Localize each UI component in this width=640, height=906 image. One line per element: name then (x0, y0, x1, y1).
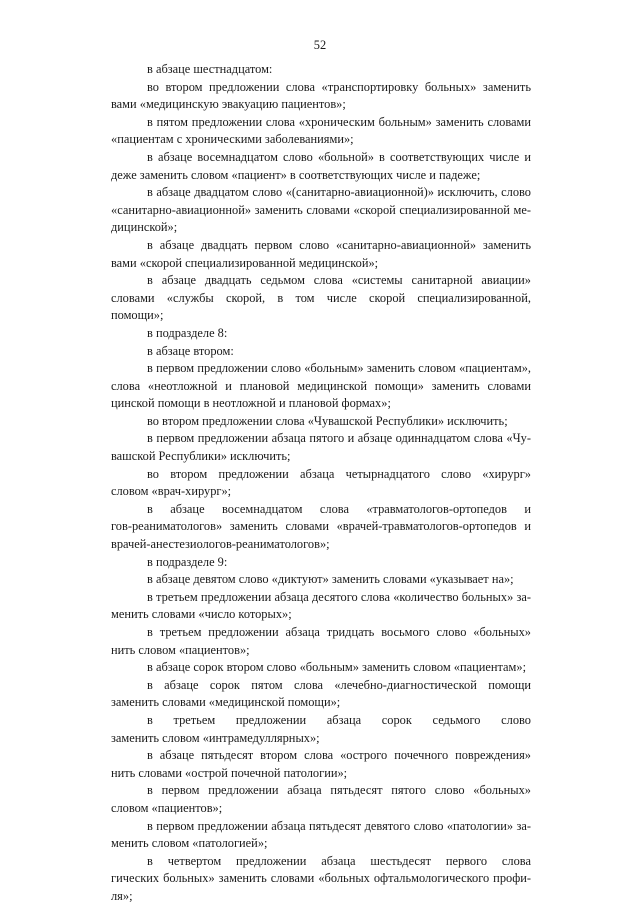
text-line: словом «пациентов»; (111, 800, 223, 815)
text-line: нить словами «острой почечной патологии»; (111, 765, 348, 780)
text-line: ля»; (111, 888, 133, 903)
text-line: нить словом «пациентов»; (111, 642, 250, 657)
text-line: во втором предложении абзаца четырнадцатого слово «хирург» (147, 466, 531, 481)
text-line: словами «службы скорой, в том числе скорой специализированной, (111, 290, 531, 305)
document-body (111, 61, 531, 906)
text-line: вами «скорой специализированной медицинской»; (111, 255, 379, 270)
text-line: дицинской»; (111, 220, 178, 235)
text-line: гических больных» заменить словами «больных офтальмологического профи- (111, 871, 531, 886)
text-line: заменить словом «интрамедуллярных»; (111, 730, 320, 745)
text-line: слова «неотложной и плановой медицинской помощи» заменить словами (111, 378, 531, 393)
text-line: в абзаце двадцатом слово «(санитарно-авиационной)» исключить, слово (147, 185, 531, 200)
text-line: в подразделе 9: (147, 554, 228, 569)
text-line: в подразделе 8: (147, 325, 228, 340)
text-line: заменить словами «медицинской помощи»; (111, 695, 341, 710)
text-line: в абзаце пятьдесят втором слова «острого почечного повреждения» (147, 748, 531, 763)
text-line: во втором предложении слова «транспортировку больных» заменить (147, 79, 531, 94)
text-line: в абзаце сорок втором слово «больным» заменить словом «пациентам»; (147, 660, 527, 675)
text-line: вами «медицинскую эвакуацию пациентов»; (111, 97, 346, 112)
text-line: «санитарно-авиационной» заменить словами «скорой специализированной ме- (111, 202, 531, 217)
text-line: в первом предложении абзаца пятьдесят девятого слово «патологии» за- (147, 818, 531, 833)
text-line: в абзаце сорок пятом слова «лечебно-диагностической помощи (147, 677, 531, 692)
text-line: вашской Республики» исключить; (111, 449, 291, 464)
text-line: в первом предложении слово «больным» заменить словом «пациентам», (147, 361, 531, 376)
text-line: гов-реаниматологов» заменить словами «врачей-травматологов-ортопедов и (111, 519, 531, 534)
text-line: в абзаце девятом слово «диктуют» заменить словами «указывает на»; (147, 572, 514, 587)
text-line: деже заменить словом «пациент» в соответствующих числе и падеже; (111, 167, 481, 182)
text-line: в пятом предложении слова «хроническим больным» заменить словами (147, 114, 531, 129)
text-line: «пациентам с хроническими заболеваниями»; (111, 132, 354, 147)
text-line: в четвертом предложении абзаца шестьдесят первого слова (147, 853, 531, 868)
text-line: в абзаце двадцать седьмом слова «системы санитарной авиации» (147, 273, 531, 288)
text-line: цинской помощи в неотложной и плановой формах»; (111, 396, 391, 411)
page-number: 52 (313, 38, 327, 52)
text-line: во втором предложении слова «Чувашской Республики» исключить; (147, 413, 508, 428)
text-line: словом «врач-хирург»; (111, 484, 232, 499)
text-line: в первом предложении абзаца пятьдесят пятого слово «больных» (147, 783, 531, 798)
text-line: врачей-анестезиологов-реаниматологов»; (111, 537, 330, 552)
text-line: в первом предложении абзаца пятого и абзаце одиннадцатом слова «Чу- (147, 431, 531, 446)
text-line: в абзаце восемнадцатом слова «травматологов-ортопедов и (147, 501, 531, 516)
text-line: в абзаце двадцать первом слово «санитарно-авиационной» заменить (147, 237, 531, 252)
text-line: в третьем предложении абзаца сорок седьмого слово (147, 712, 531, 727)
text-line: в третьем предложении абзаца тридцать восьмого слово «больных» (147, 625, 531, 639)
text-line: помощи»; (111, 308, 164, 323)
text-line: менить словами «число которых»; (111, 607, 292, 622)
text-line: менить словом «патологией»; (111, 836, 268, 851)
text-line: в абзаце шестнадцатом: (147, 62, 273, 76)
text-line: в абзаце восемнадцатом слово «больной» в соответствующих числе и (147, 149, 531, 164)
text-line: в абзаце втором: (147, 343, 234, 358)
text-line: в третьем предложении абзаца десятого слова «количество больных» за- (147, 589, 531, 604)
